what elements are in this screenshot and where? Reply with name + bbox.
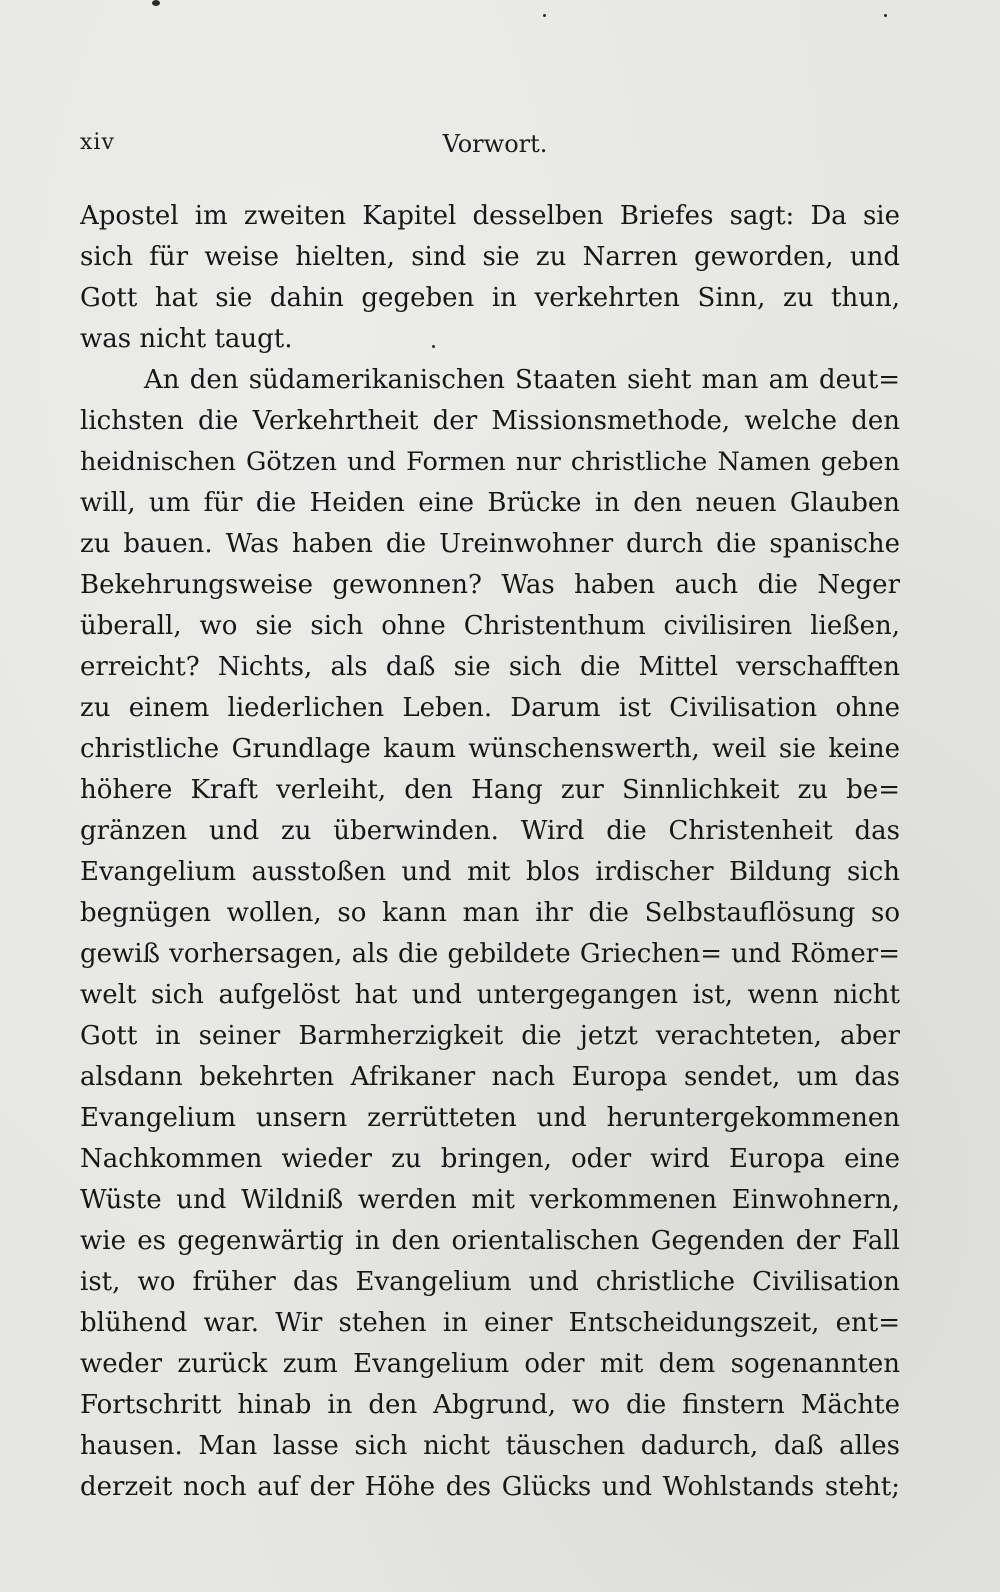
text-line: weder zurück zum Evangelium oder mit dem sogenannten — [80, 1349, 900, 1379]
text-line: blühend war. Wir stehen in einer Entscheidungszeit, ent= — [80, 1308, 900, 1338]
text-line: Evangelium ausstoßen und mit blos irdischer Bildung sich — [80, 857, 900, 887]
text-line: christliche Grundlage kaum wünschenswerth, weil sie keine — [80, 734, 900, 764]
text-line: lichsten die Verkehrtheit der Missionsmethode, welche den — [80, 406, 900, 436]
text-line: zu bauen. Was haben die Ureinwohner durch die spanische — [80, 529, 900, 559]
text-line: Gott hat sie dahin gegeben in verkehrten Sinn, zu thun, — [80, 283, 900, 313]
text-line: ist, wo früher das Evangelium und christliche Civilisation — [80, 1267, 900, 1297]
print-speck — [152, 0, 160, 6]
text-line: erreicht? Nichts, als daß sie sich die Mittel verschafften — [80, 652, 900, 682]
text-line: Fortschritt hinab in den Abgrund, wo die finstern Mächte — [80, 1390, 900, 1420]
text-line: welt sich aufgelöst hat und untergegangen ist, wenn nicht — [80, 980, 900, 1010]
page-number: xiv — [80, 130, 115, 155]
text-line: will, um für die Heiden eine Brücke in den neuen Glauben — [80, 488, 900, 518]
text-line: gewiß vorhersagen, als die gebildete Griechen= und Römer= — [80, 939, 900, 969]
print-speck — [884, 14, 887, 17]
text-line: begnügen wollen, so kann man ihr die Selbstauflösung so — [80, 898, 900, 928]
text-line: hausen. Man lasse sich nicht täuschen dadurch, daß alles — [80, 1431, 900, 1461]
text-line: Apostel im zweiten Kapitel desselben Briefes sagt: Da sie — [80, 201, 900, 231]
text-line: wie es gegenwärtig in den orientalischen Gegenden der Fall — [80, 1226, 900, 1256]
text-line: sich für weise hielten, sind sie zu Narren geworden, und — [80, 242, 900, 272]
text-line: zu einem liederlichen Leben. Darum ist Civilisation ohne — [80, 693, 900, 723]
text-line: derzeit noch auf der Höhe des Glücks und Wohlstands steht; — [80, 1472, 900, 1502]
text-line: Bekehrungsweise gewonnen? Was haben auch die Neger — [80, 570, 900, 600]
text-line: alsdann bekehrten Afrikaner nach Europa sendet, um das — [80, 1062, 900, 1092]
body-text — [80, 196, 900, 1508]
text-line: gränzen und zu überwinden. Wird die Christenheit das — [80, 816, 900, 846]
text-line: Nachkommen wieder zu bringen, oder wird Europa eine — [80, 1144, 900, 1174]
print-speck — [543, 14, 546, 17]
text-line: heidnischen Götzen und Formen nur christliche Namen geben — [80, 447, 900, 477]
text-line: Wüste und Wildniß werden mit verkommenen Einwohnern, — [80, 1185, 900, 1215]
text-line: Gott in seiner Barmherzigkeit die jetzt verachteten, aber — [80, 1021, 900, 1051]
page-header — [80, 130, 910, 166]
text-line: überall, wo sie sich ohne Christenthum civilisiren ließen, — [80, 611, 900, 641]
text-line: was nicht taugt. — [80, 324, 293, 354]
text-line: höhere Kraft verleiht, den Hang zur Sinnlichkeit zu be= — [80, 775, 900, 805]
running-title: Vorwort. — [442, 130, 548, 158]
text-line: An den südamerikanischen Staaten sieht man am deut= — [144, 365, 900, 395]
text-line: Evangelium unsern zerrütteten und heruntergekommenen — [80, 1103, 900, 1133]
